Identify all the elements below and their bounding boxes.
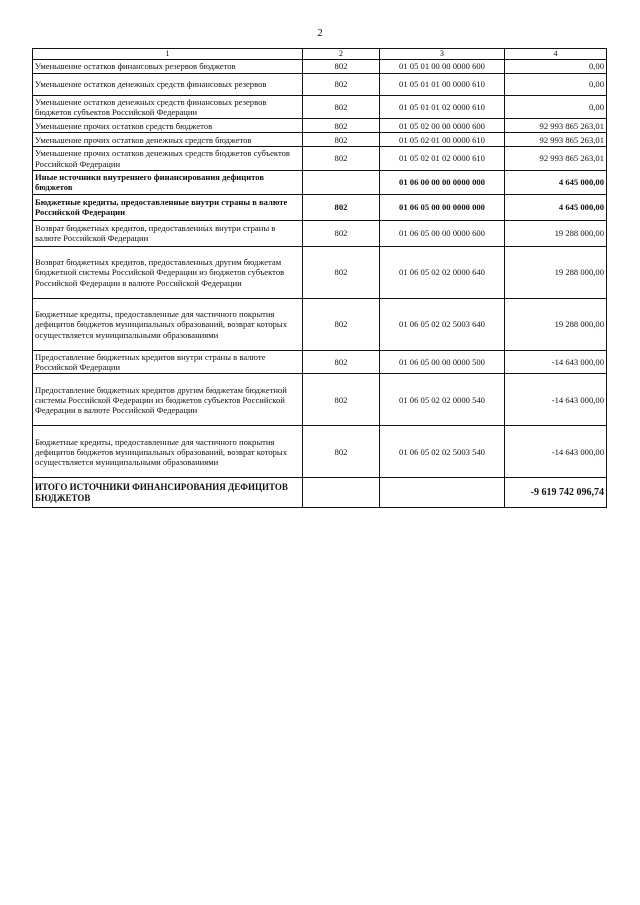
row-name: Возврат бюджетных кредитов, предоставленных внутри страны в валюте Российской Федерации: [33, 220, 303, 246]
row-amount: -14 643 000,00: [505, 426, 607, 478]
total-row: [33, 478, 607, 508]
row-kbk: 01 05 01 01 00 0000 610: [380, 73, 505, 95]
row-amount: 4 645 000,00: [505, 170, 607, 194]
row-name: Уменьшение остатков денежных средств финансовых резервов бюджетов субъектов Российской Федерации: [33, 95, 303, 119]
table-row: [33, 220, 607, 246]
row-admin-code: 802: [303, 147, 380, 171]
total-admin-code: [303, 478, 380, 508]
row-amount: 0,00: [505, 59, 607, 73]
row-kbk: 01 05 02 01 02 0000 610: [380, 147, 505, 171]
row-kbk: 01 05 01 01 02 0000 610: [380, 95, 505, 119]
row-name: Бюджетные кредиты, предоставленные внутри страны в валюте Российской Федерации: [33, 194, 303, 220]
table-row: [33, 59, 607, 73]
column-header-1: 1: [33, 49, 303, 60]
table-row: [33, 73, 607, 95]
row-kbk: 01 05 02 00 00 0000 600: [380, 119, 505, 133]
row-name: Предоставление бюджетных кредитов другим бюджетам бюджетной системы Российской Федерации из бюджетов субъектов Российской Федерации в валюте Российской Федерации: [33, 374, 303, 426]
table-row: [33, 194, 607, 220]
page-number: 2: [317, 27, 323, 39]
table-row: [33, 133, 607, 147]
row-admin-code: 802: [303, 426, 380, 478]
row-name: Уменьшение остатков финансовых резервов бюджетов: [33, 59, 303, 73]
row-admin-code: 802: [303, 194, 380, 220]
row-kbk: 01 06 05 00 00 0000 000: [380, 194, 505, 220]
row-amount: 92 993 865 263,01: [505, 147, 607, 171]
row-name: Уменьшение остатков денежных средств финансовых резервов: [33, 73, 303, 95]
table-row: [33, 147, 607, 171]
row-name: Предоставление бюджетных кредитов внутри страны в валюте Российской Федерации: [33, 350, 303, 374]
row-name: Бюджетные кредиты, предоставленные для частичного покрытия дефицитов бюджетов муниципальных образований, возврат которых осуществляется муниципальными образованиями: [33, 426, 303, 478]
total-kbk: [380, 478, 505, 508]
row-kbk: 01 06 05 02 02 5003 540: [380, 426, 505, 478]
row-kbk: 01 06 05 00 00 0000 600: [380, 220, 505, 246]
table-row: [33, 119, 607, 133]
row-kbk: 01 06 00 00 00 0000 000: [380, 170, 505, 194]
row-kbk: 01 06 05 00 00 0000 500: [380, 350, 505, 374]
row-amount: 92 993 865 263,01: [505, 133, 607, 147]
table-body: [33, 59, 607, 478]
row-amount: 19 288 000,00: [505, 298, 607, 350]
row-amount: 19 288 000,00: [505, 246, 607, 298]
total-label: ИТОГО ИСТОЧНИКИ ФИНАНСИРОВАНИЯ ДЕФИЦИТОВ БЮДЖЕТОВ: [33, 478, 303, 508]
row-admin-code: [303, 170, 380, 194]
table-row: [33, 246, 607, 298]
row-amount: 19 288 000,00: [505, 220, 607, 246]
row-admin-code: 802: [303, 220, 380, 246]
table-row: [33, 374, 607, 426]
table-row: [33, 170, 607, 194]
table-row: [33, 350, 607, 374]
row-admin-code: 802: [303, 95, 380, 119]
sources-of-financing-table: [32, 48, 607, 508]
row-admin-code: 802: [303, 350, 380, 374]
row-name: Бюджетные кредиты, предоставленные для частичного покрытия дефицитов бюджетов муниципальных образований, возврат которых осуществляется муниципальными образованиями: [33, 298, 303, 350]
column-header-2: 2: [303, 49, 380, 60]
column-header-3: 3: [380, 49, 505, 60]
table-row: [33, 298, 607, 350]
table-row: [33, 426, 607, 478]
column-number-row: [33, 49, 607, 60]
row-kbk: 01 06 05 02 02 0000 640: [380, 246, 505, 298]
row-name: Иные источники внутреннего финансирования дефицитов бюджетов: [33, 170, 303, 194]
row-admin-code: 802: [303, 73, 380, 95]
row-admin-code: 802: [303, 246, 380, 298]
row-name: Уменьшение прочих остатков средств бюджетов: [33, 119, 303, 133]
row-admin-code: 802: [303, 133, 380, 147]
row-amount: 0,00: [505, 73, 607, 95]
total-amount: -9 619 742 096,74: [505, 478, 607, 508]
row-amount: 0,00: [505, 95, 607, 119]
row-kbk: 01 05 01 00 00 0000 600: [380, 59, 505, 73]
row-admin-code: 802: [303, 59, 380, 73]
column-header-4: 4: [505, 49, 607, 60]
row-amount: 92 993 865 263,01: [505, 119, 607, 133]
row-amount: -14 643 000,00: [505, 374, 607, 426]
row-kbk: 01 05 02 01 00 0000 610: [380, 133, 505, 147]
row-name: Уменьшение прочих остатков денежных средств бюджетов субъектов Российской Федерации: [33, 147, 303, 171]
row-amount: -14 643 000,00: [505, 350, 607, 374]
row-kbk: 01 06 05 02 02 5003 640: [380, 298, 505, 350]
table-row: [33, 95, 607, 119]
row-admin-code: 802: [303, 119, 380, 133]
row-amount: 4 645 000,00: [505, 194, 607, 220]
row-admin-code: 802: [303, 298, 380, 350]
row-admin-code: 802: [303, 374, 380, 426]
row-name: Возврат бюджетных кредитов, предоставленных другим бюджетам бюджетной системы Российской Федерации из бюджетов субъектов Российской Федерации в валюте Российской Федерации: [33, 246, 303, 298]
row-kbk: 01 06 05 02 02 0000 540: [380, 374, 505, 426]
row-name: Уменьшение прочих остатков денежных средств бюджетов: [33, 133, 303, 147]
